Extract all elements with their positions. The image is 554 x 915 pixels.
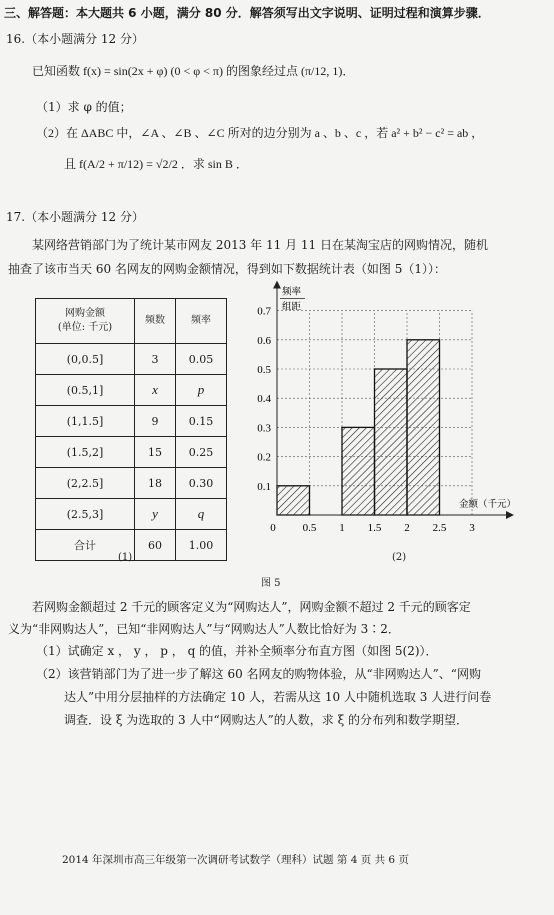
y-tick-label: 0.1 bbox=[257, 480, 271, 493]
page-footer: 2014 年深圳市高三年级第一次调研考试数学（理科）试题 第 4 页 共 6 页 bbox=[62, 854, 409, 866]
y-tick-label: 0.6 bbox=[257, 334, 271, 347]
y-tick-label: 0.5 bbox=[257, 364, 271, 376]
table-cell: 3 bbox=[135, 344, 176, 375]
table-cell: 18 bbox=[135, 468, 176, 499]
figure-caption-2: (2) bbox=[392, 552, 407, 563]
x-tick-label: 1.5 bbox=[367, 522, 382, 534]
x-tick-label: 0.5 bbox=[302, 522, 317, 534]
table-cell: (1.5,2] bbox=[36, 437, 135, 468]
frequency-table bbox=[35, 298, 227, 561]
x-tick-label: 2 bbox=[404, 522, 410, 534]
table-cell: 合计 bbox=[36, 530, 135, 561]
x-tick-label: 1 bbox=[339, 522, 345, 534]
histogram-bar bbox=[407, 340, 440, 515]
table-cell: y bbox=[135, 499, 176, 530]
table-cell: (0.5,1] bbox=[36, 375, 135, 406]
y-tick-label: 0.4 bbox=[257, 393, 271, 406]
x-tick-label: 0 bbox=[270, 522, 276, 534]
y-axis-label-bottom: 组距 bbox=[282, 301, 302, 313]
q17-sub1: （1）试确定 x ， y ， p ， q 的值，并补全频率分布直方图（如图 5(2)）． bbox=[36, 644, 438, 658]
table-cell: 0.30 bbox=[176, 468, 227, 499]
table-cell: x bbox=[135, 375, 176, 406]
x-axis-label: 金额（千元） bbox=[458, 499, 516, 510]
q16-part2: （2）在 ΔABC 中，∠A 、∠B 、∠C 所对的边分别为 a 、b 、c ，若 a² + b² − c² = ab ， bbox=[36, 126, 484, 140]
figure-label: 图 5 bbox=[261, 578, 281, 589]
table-row bbox=[36, 468, 227, 499]
q17-intro-line1: 某网络营销部门为了统计某市网友 2013 年 11 月 11 日在某淘宝店的网购情况，随机 bbox=[32, 238, 488, 252]
table-cell: (2,2.5] bbox=[36, 468, 135, 499]
q17-sub2-line3: 调查．设 ξ 为选取的 3 人中“网购达人”的人数，求 ξ 的分布列和数学期望． bbox=[64, 713, 469, 727]
table-row bbox=[36, 344, 227, 375]
table-cell: 15 bbox=[135, 437, 176, 468]
figure-caption-1: (1) bbox=[118, 552, 133, 563]
section-header: 三、解答题：本大题共 6 小题，满分 80 分．解答须写出文字说明、证明过程和演算步骤． bbox=[4, 6, 490, 20]
histogram-bar bbox=[342, 427, 375, 515]
y-tick-label: 0.2 bbox=[257, 451, 271, 464]
q17-sub2-line1: （2）该营销部门为了进一步了解这 60 名网友的购物体验，从“非网购达人”、“网购 bbox=[36, 667, 481, 681]
q17-para-line2: 义为“非网购达人”，已知“非网购达人”与“网购达人”人数比恰好为 3∶2． bbox=[8, 622, 400, 636]
table-header-count: 频数 bbox=[135, 299, 176, 344]
table-cell: 9 bbox=[135, 406, 176, 437]
y-tick-label: 0.7 bbox=[257, 305, 271, 318]
table-cell: 0.05 bbox=[176, 344, 227, 375]
table-row bbox=[36, 406, 227, 437]
q16-part1: （1）求 φ 的值； bbox=[36, 100, 132, 114]
table-cell: (1,1.5] bbox=[36, 406, 135, 437]
table-header-amount: 网购金额 (单位: 千元) bbox=[36, 299, 135, 344]
q17-para-line1: 若网购金额超过 2 千元的顾客定义为“网购达人”，网购金额不超过 2 千元的顾客定 bbox=[32, 600, 471, 614]
table-row bbox=[36, 437, 227, 468]
table-cell: 60 bbox=[135, 530, 176, 561]
frequency-histogram bbox=[250, 275, 550, 540]
q17-sub2-line2: 达人”中用分层抽样的方法确定 10 人，若需从这 10 人中随机选取 3 人进行问卷 bbox=[64, 690, 492, 704]
table-cell: p bbox=[176, 375, 227, 406]
q17-intro-line2: 抽查了该市当天 60 名网友的网购金额情况，得到如下数据统计表（如图 5（1））： bbox=[8, 262, 446, 276]
table-row bbox=[36, 375, 227, 406]
table-row bbox=[36, 499, 227, 530]
x-tick-label: 2.5 bbox=[432, 522, 447, 534]
q17-title: 17.（本小题满分 12 分） bbox=[6, 210, 144, 224]
table-cell: (2.5,3] bbox=[36, 499, 135, 530]
q16-stem: 已知函数 f(x) = sin(2x + φ) (0 < φ < π) 的图象经过点 (π/12, 1)． bbox=[32, 64, 355, 78]
x-tick-label: 3 bbox=[469, 522, 475, 534]
table-header-frequency: 频率 bbox=[176, 299, 227, 344]
q16-title: 16.（本小题满分 12 分） bbox=[6, 32, 144, 46]
histogram-bar bbox=[277, 486, 310, 515]
q16-part2b: 且 f(A/2 + π/12) = √2/2 ．求 sin B ． bbox=[64, 157, 248, 171]
table-cell: 0.25 bbox=[176, 437, 227, 468]
table-cell: q bbox=[176, 499, 227, 530]
table-cell: 0.15 bbox=[176, 406, 227, 437]
table-cell: (0,0.5] bbox=[36, 344, 135, 375]
table-header-row bbox=[36, 299, 227, 344]
histogram-bar bbox=[375, 369, 408, 515]
table-cell: 1.00 bbox=[176, 530, 227, 561]
y-axis-label-top: 频率 bbox=[282, 286, 302, 298]
y-tick-label: 0.3 bbox=[257, 422, 271, 435]
